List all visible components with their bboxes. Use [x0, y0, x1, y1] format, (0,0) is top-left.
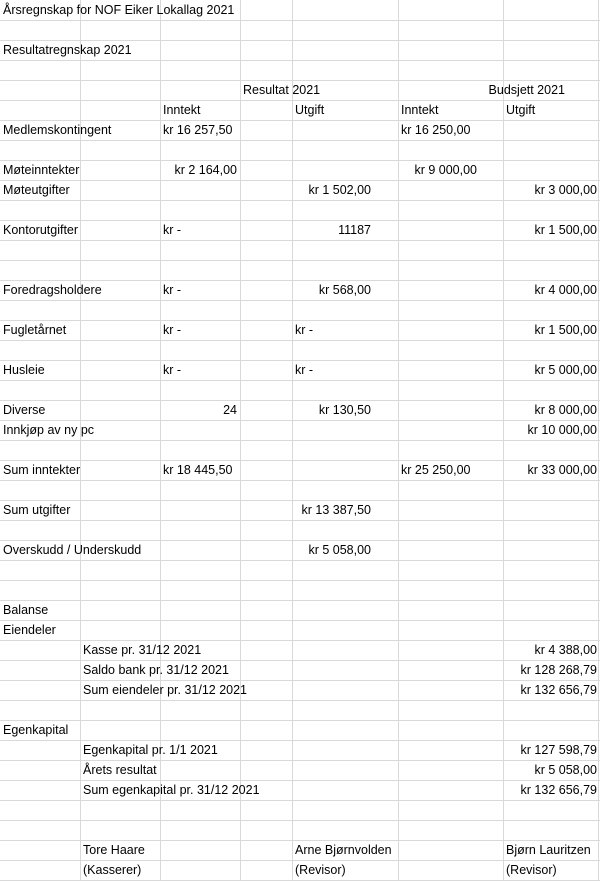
cell-resultat-inntekt[interactable]: kr - [163, 363, 182, 377]
header-utgift-budsjett[interactable]: Utgift [506, 103, 536, 117]
grid-row-line [0, 200, 600, 201]
cell-budsjett-utgift[interactable]: kr 1 500,00 [534, 323, 597, 337]
row-label-medlemskontingent[interactable]: Medlemskontingent [3, 123, 112, 137]
sum-eiendeler-label[interactable]: Sum eiendeler pr. 31/12 2021 [83, 683, 248, 697]
cell-resultat-inntekt[interactable]: 24 [223, 403, 237, 417]
header-inntekt-resultat[interactable]: Inntekt [163, 103, 201, 117]
grid-row-line [0, 480, 600, 481]
grid-row-line [0, 300, 600, 301]
kasse-label[interactable]: Kasse pr. 31/12 2021 [83, 643, 202, 657]
cell-resultat-utgift[interactable]: kr 130,50 [318, 403, 371, 417]
header-inntekt-budsjett[interactable]: Inntekt [401, 103, 439, 117]
header-resultat[interactable]: Resultat 2021 [243, 83, 321, 97]
signature-name[interactable]: Arne Bjørnvolden [295, 843, 392, 857]
sum-egenkapital-label[interactable]: Sum egenkapital pr. 31/12 2021 [83, 783, 260, 797]
cell-budsjett-utgift[interactable]: kr 8 000,00 [534, 403, 597, 417]
row-label-moteutgifter[interactable]: Møteutgifter [3, 183, 70, 197]
signature-role[interactable]: (Revisor) [506, 863, 557, 877]
signature-name[interactable]: Bjørn Lauritzen [506, 843, 591, 857]
row-label-overskudd[interactable]: Overskudd / Underskudd [3, 543, 142, 557]
row-label-moteinntekter[interactable]: Møteinntekter [3, 163, 80, 177]
cell-resultat-inntekt[interactable]: kr - [163, 223, 182, 237]
sheet-title[interactable]: Årsregnskap for NOF Eiker Lokallag 2021 [3, 3, 235, 17]
grid-row-line [0, 720, 600, 721]
cell-budsjett-inntekt[interactable]: kr 16 250,00 [401, 123, 471, 137]
row-label-husleie[interactable]: Husleie [3, 363, 45, 377]
sum-egenkapital-value[interactable]: kr 132 656,79 [520, 783, 597, 797]
saldo-bank-label[interactable]: Saldo bank pr. 31/12 2021 [83, 663, 229, 677]
cell-budsjett-utgift[interactable]: kr 3 000,00 [534, 183, 597, 197]
row-label-diverse[interactable]: Diverse [3, 403, 46, 417]
egenkapital-start-value[interactable]: kr 127 598,79 [520, 743, 597, 757]
header-budsjett[interactable]: Budsjett 2021 [488, 83, 565, 97]
row-label-kontorutgifter[interactable]: Kontorutgifter [3, 223, 79, 237]
cell-resultat-utgift[interactable]: kr 13 387,50 [301, 503, 371, 517]
arets-resultat-value[interactable]: kr 5 058,00 [534, 763, 597, 777]
grid-row-line [0, 60, 600, 61]
grid-row-line [0, 340, 600, 341]
cell-budsjett-utgift[interactable]: kr 10 000,00 [527, 423, 597, 437]
arets-resultat-label[interactable]: Årets resultat [83, 763, 157, 777]
signature-name[interactable]: Tore Haare [83, 843, 145, 857]
cell-resultat-utgift[interactable]: 11187 [338, 223, 371, 237]
signature-role[interactable]: (Revisor) [295, 863, 346, 877]
row-label-innkjop[interactable]: Innkjøp av ny pc [3, 423, 95, 437]
cell-budsjett-utgift[interactable]: kr 5 000,00 [534, 363, 597, 377]
row-label-foredragsholdere[interactable]: Foredragsholdere [3, 283, 102, 297]
row-label-sum-inntekter[interactable]: Sum inntekter [3, 463, 81, 477]
header-utgift-resultat[interactable]: Utgift [295, 103, 325, 117]
grid-row-line [0, 520, 600, 521]
cell-resultat-utgift[interactable]: kr - [295, 363, 314, 377]
cell-resultat-inntekt[interactable]: kr - [163, 323, 182, 337]
cell-budsjett-inntekt[interactable]: kr 25 250,00 [401, 463, 471, 477]
cell-budsjett-inntekt[interactable]: kr 9 000,00 [414, 163, 477, 177]
grid-row-line [0, 140, 600, 141]
grid-row-line [0, 240, 600, 241]
cell-resultat-inntekt[interactable]: kr - [163, 283, 182, 297]
cell-budsjett-utgift[interactable]: kr 1 500,00 [534, 223, 597, 237]
cell-resultat-inntekt[interactable]: kr 2 164,00 [174, 163, 237, 177]
saldo-bank-value[interactable]: kr 128 268,79 [520, 663, 597, 677]
grid-row-line [0, 440, 600, 441]
egenkapital-title[interactable]: Egenkapital [3, 723, 69, 737]
row-label-fugletarnet[interactable]: Fugletårnet [3, 323, 67, 337]
cell-budsjett-utgift[interactable]: kr 4 000,00 [534, 283, 597, 297]
grid-row-line [0, 620, 600, 621]
grid-row-line [0, 580, 600, 581]
sum-eiendeler-value[interactable]: kr 132 656,79 [520, 683, 597, 697]
cell-resultat-utgift[interactable]: kr 5 058,00 [308, 543, 371, 557]
cell-budsjett-utgift[interactable]: kr 33 000,00 [527, 463, 597, 477]
cell-resultat-utgift[interactable]: kr 568,00 [318, 283, 371, 297]
row-label-sum-utgifter[interactable]: Sum utgifter [3, 503, 71, 517]
section-title[interactable]: Resultatregnskap 2021 [3, 43, 132, 57]
cell-resultat-inntekt[interactable]: kr 16 257,50 [163, 123, 233, 137]
eiendeler-title[interactable]: Eiendeler [3, 623, 56, 637]
cell-resultat-utgift[interactable]: kr 1 502,00 [308, 183, 371, 197]
grid-row-line [0, 820, 600, 821]
signature-role[interactable]: (Kasserer) [83, 863, 142, 877]
egenkapital-start-label[interactable]: Egenkapital pr. 1/1 2021 [83, 743, 218, 757]
grid-row-line [0, 380, 600, 381]
grid-row-line [0, 260, 600, 261]
grid-row-line [0, 20, 600, 21]
balanse-title[interactable]: Balanse [3, 603, 49, 617]
cell-resultat-inntekt[interactable]: kr 18 445,50 [163, 463, 233, 477]
kasse-value[interactable]: kr 4 388,00 [534, 643, 597, 657]
cell-resultat-utgift[interactable]: kr - [295, 323, 314, 337]
grid-row-line [0, 700, 600, 701]
grid-row-line [0, 800, 600, 801]
grid-row-line [0, 560, 600, 561]
grid-row-line [0, 600, 600, 601]
